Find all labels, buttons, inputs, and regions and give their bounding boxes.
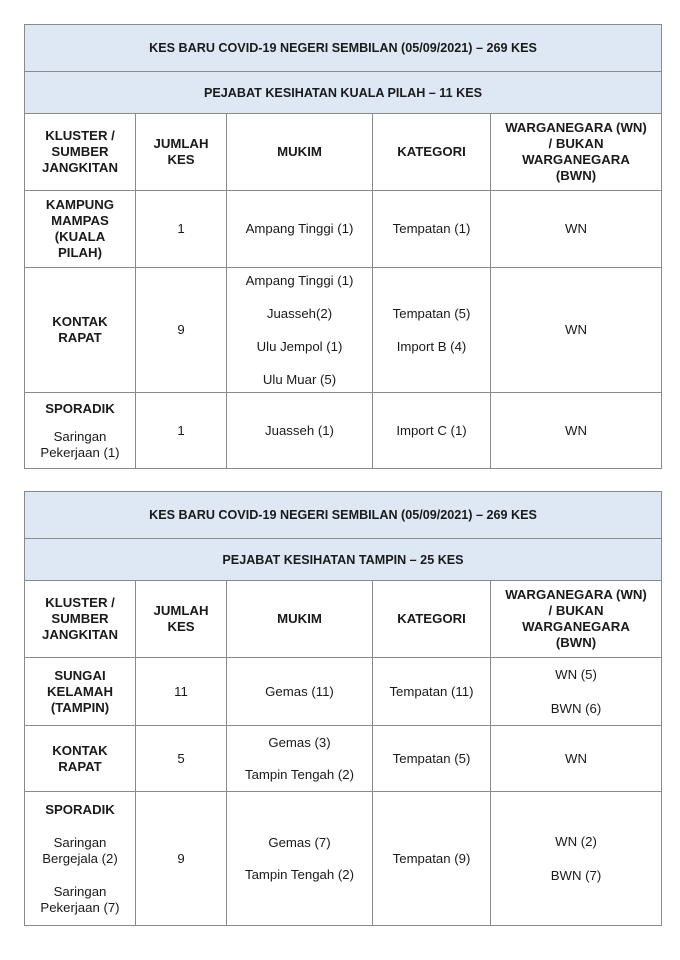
- report-title: KES BARU COVID-19 NEGERI SEMBILAN (05/09/2021) – 269 KES: [25, 25, 662, 72]
- header-row: [25, 581, 662, 658]
- table-row: [25, 268, 662, 393]
- citizen-cell: WN: [491, 726, 662, 792]
- report-title: KES BARU COVID-19 NEGERI SEMBILAN (05/09/2021) – 269 KES: [25, 492, 662, 539]
- cases-cell: 1: [136, 191, 227, 268]
- cluster-cell: KONTAK RAPAT: [25, 268, 136, 393]
- table-row: [25, 191, 662, 268]
- citizen-cell: WN: [491, 268, 662, 393]
- mukim-cell: Gemas (11): [227, 658, 373, 726]
- header-mukim: MUKIM: [227, 114, 373, 191]
- cluster-cell: SPORADIK Saringan Pekerjaan (1): [25, 393, 136, 469]
- citizen-cell: WN: [491, 393, 662, 469]
- header-cluster: KLUSTER / SUMBER JANGKITAN: [25, 581, 136, 658]
- citizen-cell: WN (5) BWN (6): [491, 658, 662, 726]
- mukim-cell: Ampang Tinggi (1): [227, 191, 373, 268]
- header-cluster: KLUSTER / SUMBER JANGKITAN: [25, 114, 136, 191]
- table-row: [25, 792, 662, 926]
- citizen-cell: WN: [491, 191, 662, 268]
- category-cell: Tempatan (1): [373, 191, 491, 268]
- mukim-cell: Gemas (7) Tampin Tengah (2): [227, 792, 373, 926]
- office-title: PEJABAT KESIHATAN TAMPIN – 25 KES: [25, 539, 662, 581]
- header-row: [25, 114, 662, 191]
- table-row: [25, 726, 662, 792]
- header-citizen: WARGANEGARA (WN) / BUKAN WARGANEGARA (BWN): [491, 581, 662, 658]
- table-row: [25, 393, 662, 469]
- cluster-cell: SPORADIK Saringan Bergejala (2) Saringan Pekerjaan (7): [25, 792, 136, 926]
- mukim-cell: Juasseh (1): [227, 393, 373, 469]
- cluster-cell: KONTAK RAPAT: [25, 726, 136, 792]
- cases-cell: 1: [136, 393, 227, 469]
- kuala-pilah-case-table: [24, 24, 662, 469]
- tampin-case-table: [24, 491, 662, 926]
- citizen-cell: WN (2) BWN (7): [491, 792, 662, 926]
- cases-cell: 11: [136, 658, 227, 726]
- cases-cell: 9: [136, 792, 227, 926]
- category-cell: Tempatan (11): [373, 658, 491, 726]
- mukim-cell: Gemas (3) Tampin Tengah (2): [227, 726, 373, 792]
- header-cases: JUMLAH KES: [136, 114, 227, 191]
- header-category: KATEGORI: [373, 114, 491, 191]
- category-cell: Tempatan (9): [373, 792, 491, 926]
- mukim-cell: Ampang Tinggi (1) Juasseh(2) Ulu Jempol (1) Ulu Muar (5): [227, 268, 373, 393]
- category-cell: Tempatan (5): [373, 726, 491, 792]
- header-cases: JUMLAH KES: [136, 581, 227, 658]
- office-title: PEJABAT KESIHATAN KUALA PILAH – 11 KES: [25, 72, 662, 114]
- cluster-cell: KAMPUNG MAMPAS (KUALA PILAH): [25, 191, 136, 268]
- cases-cell: 5: [136, 726, 227, 792]
- header-category: KATEGORI: [373, 581, 491, 658]
- cluster-cell: SUNGAI KELAMAH (TAMPIN): [25, 658, 136, 726]
- table-row: [25, 658, 662, 726]
- cases-cell: 9: [136, 268, 227, 393]
- category-cell: Import C (1): [373, 393, 491, 469]
- header-mukim: MUKIM: [227, 581, 373, 658]
- category-cell: Tempatan (5) Import B (4): [373, 268, 491, 393]
- header-citizen: WARGANEGARA (WN) / BUKAN WARGANEGARA (BWN): [491, 114, 662, 191]
